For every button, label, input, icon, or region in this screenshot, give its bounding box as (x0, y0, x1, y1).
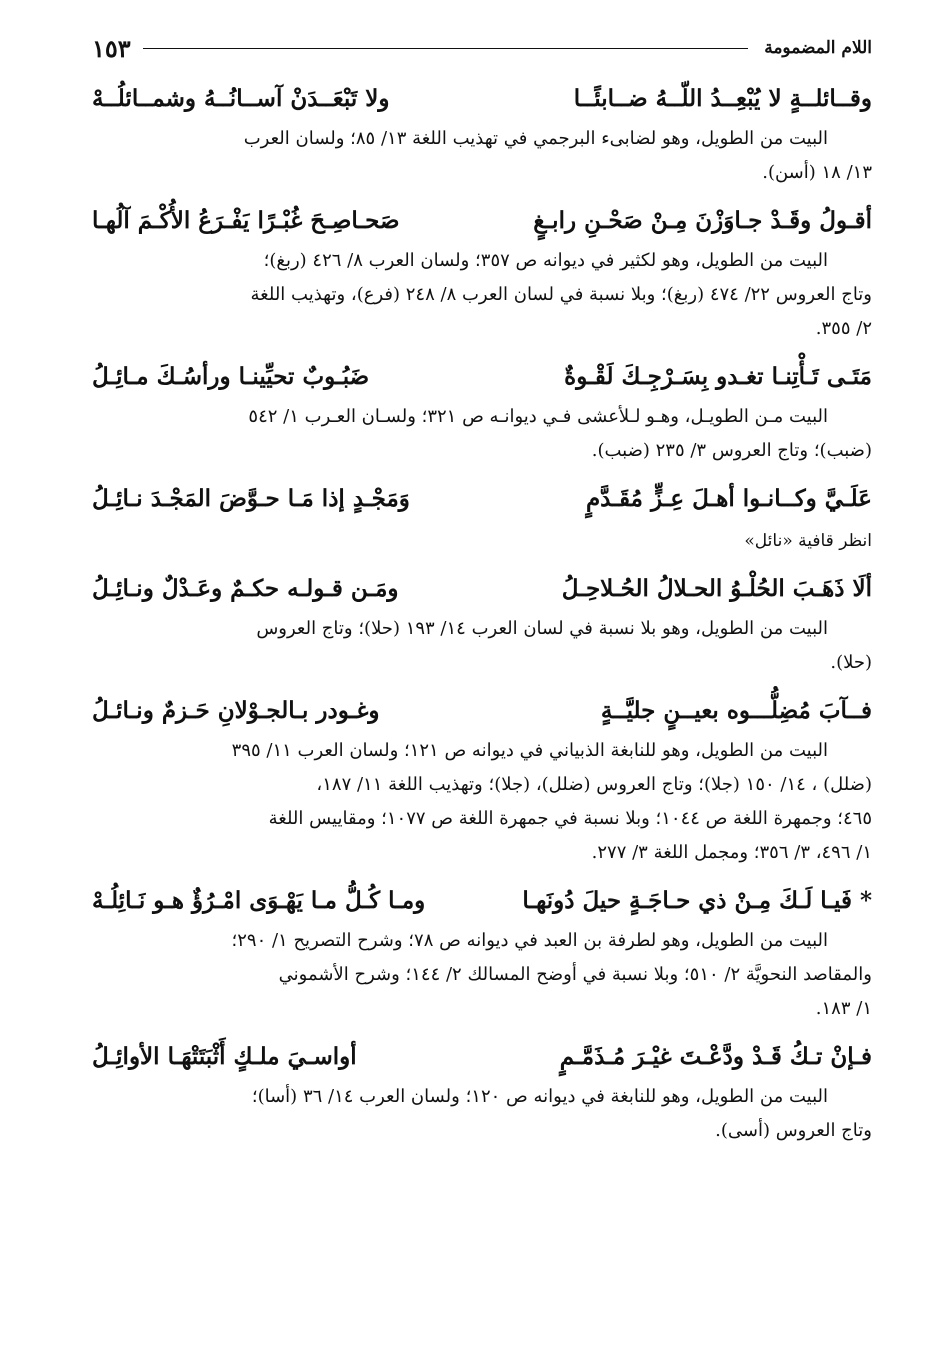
note-line: والمقاصد النحويَّة ٢/ ٥١٠؛ وبلا نسبة في أوضح المسالك ٢/ ١٤٤؛ وشرح الأشموني (278, 964, 872, 985)
note-line: وتاج العروس ٢٢/ ٤٧٤ (ربغ)؛ وبلا نسبة في لسان العرب ٨/ ٢٤٨ (فرع)، وتهذيب اللغة (250, 284, 872, 305)
verse-second-hemistich: ومَـن قـولـه حكـمٌ وعَـدْلٌ ونـائِـلُ (92, 575, 399, 602)
verse-line (92, 204, 872, 238)
verse-first-hemistich: عَلَـيَّ وكــانـوا أهـلَ عِـزٍّ مُقَـدَّمٍ (585, 485, 872, 512)
verse-second-hemistich: وغـودر بـالجـوْلانِ حَـزمٌ ونـائـلُ (92, 697, 380, 724)
verse-line (92, 572, 872, 606)
note-line: ٢/ ٣٥٥. (815, 318, 872, 339)
verse-entry (92, 482, 872, 558)
verse-second-hemistich: ومـا كُـلُّ مـا يَهْـوَى امْـرُؤٌ هـو نَـائِلُـهْ (92, 887, 426, 914)
note-line: البيت من الطويل، وهو لكثير في ديوانه ص ٣٥٧؛ ولسان العرب ٨/ ٤٢٦ (ربغ)؛ (263, 250, 828, 271)
verse-line (92, 482, 872, 516)
verse-first-hemistich: أقـولُ وقَـدْ جـاوَزْنَ مِـنْ صَحْـنِ رابـغٍ (533, 207, 872, 234)
verse-entry (92, 572, 872, 680)
source-note (92, 924, 872, 1026)
verse-first-hemistich: فـإنْ تـكُ قَـدْ ودَّعْـتَ غيْـرَ مُـذَمَّـمٍ (559, 1043, 872, 1070)
verse-second-hemistich: صَحـاصِـحَ غُبْـرًا يَفْـرَعُ الأُكْـمَ آلُهـا (92, 207, 400, 234)
source-note (92, 1080, 872, 1148)
verse-entry (92, 360, 872, 468)
verse-first-hemistich: مَتَـى تَـأْتِنـا تغـدو بِسَـرْجِـكَ لَقْـوةٌ (564, 363, 872, 390)
source-note (92, 400, 872, 468)
note-line: (ضبب)؛ وتاج العروس ٣/ ٢٣٥ (ضبب). (591, 440, 872, 461)
verse-entry (92, 204, 872, 346)
note-line: ١/ ١٨٣. (815, 998, 872, 1019)
note-line: البيت من الطويل، وهو بلا نسبة في لسان العرب ١٤/ ١٩٣ (حلا)؛ وتاج العروس (256, 618, 828, 639)
verse-line (92, 1040, 872, 1074)
note-line: وتاج العروس (أسى). (715, 1120, 872, 1141)
verse-first-hemistich: وقــائلــةٍ لا يُبْعِــدُ اللّــهُ ضــابئًــا (573, 85, 872, 112)
verse-line (92, 694, 872, 728)
note-line: البيت مـن الطويـل، وهـو لـلأعشى فـي ديوانـه ص ٣٢١؛ ولسـان العـرب ١/ ٥٤٢ (248, 406, 828, 427)
verse-second-hemistich: ولا تَبْعَــدَنْ آســانُــهُ وشمــائلُــهْ (92, 85, 390, 112)
note-line: البيت من الطويل، وهو للنابغة في ديوانه ص ١٢٠؛ ولسان العرب ١٤/ ٣٦ (أسا)؛ (251, 1086, 828, 1107)
entries-list (92, 82, 872, 1148)
source-note (92, 122, 872, 190)
verse-entry (92, 1040, 872, 1148)
verse-line (92, 884, 872, 918)
note-line: ٤٦٥؛ وجمهرة اللغة ص ١٠٤٤؛ وبلا نسبة في جمهرة اللغة ص ١٠٧٧؛ ومقاييس اللغة (268, 808, 872, 829)
header-rule (143, 48, 749, 49)
note-line: (حلا). (830, 652, 872, 673)
verse-second-hemistich: أواسـيَ ملـكٍ أَثْبَتَتْهَـا الأوائِـلُ (92, 1043, 357, 1070)
page-number: ١٥٣ (92, 33, 131, 63)
cross-reference-note (92, 524, 872, 558)
verse-second-hemistich: وَمَجْـدٍ إذا مَـا حـوَّضَ المَجْـدَ نـائِـلُ (92, 485, 410, 512)
verse-line (92, 360, 872, 394)
note-line: (ضلل) ، ١٤/ ١٥٠ (جلا)؛ وتاج العروس (ضلل)، (جلا)؛ وتهذيب اللغة ١١/ ١٨٧، (316, 774, 872, 795)
note-line: البيت من الطويل، وهو للنابغة الذبياني في ديوانه ص ١٢١؛ ولسان العرب ١١/ ٣٩٥ (231, 740, 828, 761)
verse-entry (92, 82, 872, 190)
note-line: ١٣/ ١٨ (أسن). (762, 162, 872, 183)
verse-line (92, 82, 872, 116)
note-line: انظر قافية «نائل» (744, 531, 872, 551)
note-line: البيت من الطويل، وهو لطرفة بن العبد في ديوانه ص ٧٨؛ وشرح التصريح ١/ ٢٩٠؛ (231, 930, 828, 951)
verse-first-hemistich: * فَيـا لَـكَ مِـنْ ذي حـاجَـةٍ حيلَ دُونَهـا (522, 887, 872, 914)
verse-entry (92, 694, 872, 870)
verse-first-hemistich: ألَا ذَهَـبَ الحُلْـوُ الحـلالُ الحُـلاحِـلُ (561, 575, 872, 602)
running-title: اللام المضمومة (764, 38, 872, 58)
source-note (92, 612, 872, 680)
verse-entry (92, 884, 872, 1026)
note-line: ١/ ٤٩٦، ٣/ ٣٥٦؛ ومجمل اللغة ٣/ ٢٧٧. (591, 842, 872, 863)
verse-first-hemistich: فــآبَ مُضِلُّـــوه بعيــنٍ جليَّــةٍ (600, 697, 872, 724)
note-line: البيت من الطويل، وهو لضابىء البرجمي في تهذيب اللغة ١٣/ ٨٥؛ ولسان العرب (243, 128, 828, 149)
verse-second-hemistich: ضَبُـوبٌ تحيِّينـا ورأسُـكَ مـائِـلُ (92, 363, 370, 390)
source-note (92, 734, 872, 870)
source-note (92, 244, 872, 346)
page-header (92, 28, 872, 68)
